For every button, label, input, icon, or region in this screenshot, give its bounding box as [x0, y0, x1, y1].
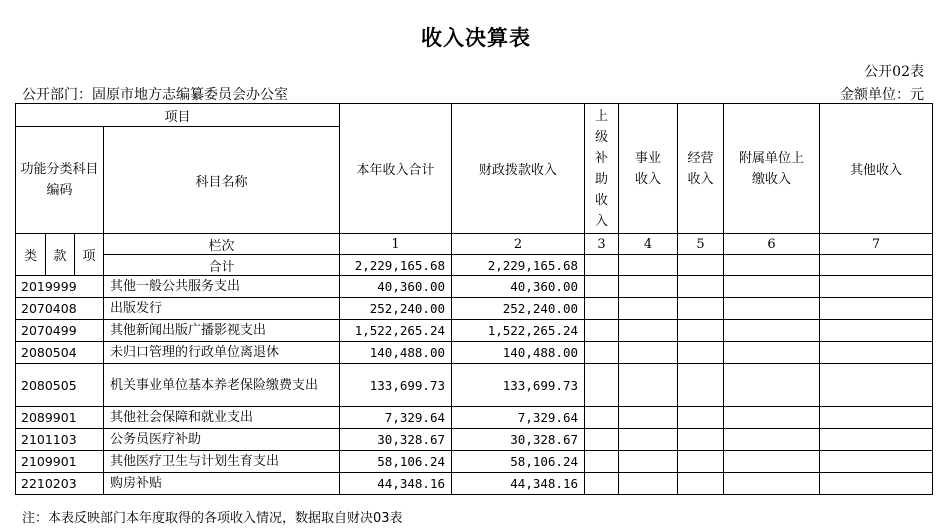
row-subject-name: 其他一般公共服务支出: [104, 276, 340, 298]
header-lei: 类: [16, 234, 46, 276]
header-business-income: [619, 104, 678, 234]
row-subject-name: 其他新闻出版广播影视支出: [104, 320, 340, 342]
empty-cell: [724, 451, 820, 473]
table-row: [16, 364, 933, 407]
table-row: [16, 342, 933, 364]
empty-cell: [678, 298, 724, 320]
header-affiliated-income: [724, 104, 820, 234]
empty-cell: [619, 320, 678, 342]
col-num-4: 4: [619, 234, 678, 255]
empty-cell: [585, 320, 619, 342]
row-total-income: 252,240.00: [340, 298, 452, 320]
row-subject-name: 公务员医疗补助: [104, 429, 340, 451]
row-fiscal-income: 30,328.67: [452, 429, 585, 451]
empty-cell: [619, 298, 678, 320]
header-superior-subsidy: [585, 104, 619, 234]
col-num-1: 1: [340, 234, 452, 255]
empty-cell: [619, 342, 678, 364]
table-row: [16, 429, 933, 451]
header-business-income-text: 事业收入: [635, 150, 662, 187]
row-code: 2089901: [16, 407, 104, 429]
row-code: 2019999: [16, 276, 104, 298]
empty-cell: [724, 342, 820, 364]
unit-label: 金额单位：元: [840, 87, 924, 103]
income-table: [15, 103, 933, 495]
empty-cell: [820, 364, 933, 407]
row-total-income: 58,106.24: [340, 451, 452, 473]
empty-cell: [724, 407, 820, 429]
row-code: 2210203: [16, 473, 104, 495]
header-subject-name: 科目名称: [104, 127, 340, 234]
table-row: [16, 451, 933, 473]
row-code: 2109901: [16, 451, 104, 473]
empty-cell: [678, 451, 724, 473]
header-operating-income-text: 经营收入: [687, 150, 714, 187]
row-total-income: 140,488.00: [340, 342, 452, 364]
header-column-order: 栏次: [104, 234, 340, 255]
table-row: [16, 320, 933, 342]
empty-cell: [619, 429, 678, 451]
row-subject-name: 出版发行: [104, 298, 340, 320]
row-total-income: 44,348.16: [340, 473, 452, 495]
col-num-6: 6: [724, 234, 820, 255]
header-affiliated-income-text: 附属单位上缴收入: [739, 150, 805, 187]
header-project: 项目: [16, 104, 340, 127]
row-code: 2080505: [16, 364, 104, 407]
header-total-income: 本年收入合计: [340, 104, 452, 234]
header-superior-subsidy-text: 上级补助收入: [595, 108, 609, 229]
row-subject-name: 其他医疗卫生与计划生育支出: [104, 451, 340, 473]
table-row: [16, 473, 933, 495]
empty-cell: [619, 451, 678, 473]
empty-cell: [820, 451, 933, 473]
row-fiscal-income: 252,240.00: [452, 298, 585, 320]
col-num-5: 5: [678, 234, 724, 255]
total-label: 合计: [104, 255, 340, 276]
empty-cell: [678, 364, 724, 407]
row-fiscal-income: 40,360.00: [452, 276, 585, 298]
header-xiang: 项: [75, 234, 104, 276]
empty-cell: [678, 255, 724, 276]
total-row: [16, 255, 933, 276]
empty-cell: [678, 473, 724, 495]
empty-cell: [678, 429, 724, 451]
row-total-income: 7,329.64: [340, 407, 452, 429]
empty-cell: [678, 407, 724, 429]
empty-cell: [820, 320, 933, 342]
row-fiscal-income: 1,522,265.24: [452, 320, 585, 342]
empty-cell: [820, 276, 933, 298]
empty-cell: [678, 320, 724, 342]
header-operating-income: [678, 104, 724, 234]
empty-cell: [820, 429, 933, 451]
footnote: 注：本表反映部门本年度取得的各项收入情况，数据取自财决03表: [22, 511, 403, 526]
empty-cell: [619, 364, 678, 407]
empty-cell: [619, 276, 678, 298]
row-total-income: 40,360.00: [340, 276, 452, 298]
table-row: [16, 407, 933, 429]
row-fiscal-income: 140,488.00: [452, 342, 585, 364]
empty-cell: [820, 255, 933, 276]
empty-cell: [585, 473, 619, 495]
row-fiscal-income: 133,699.73: [452, 364, 585, 407]
row-code: 2070408: [16, 298, 104, 320]
empty-cell: [619, 407, 678, 429]
empty-cell: [585, 429, 619, 451]
empty-cell: [678, 276, 724, 298]
row-total-income: 1,522,265.24: [340, 320, 452, 342]
col-num-2: 2: [452, 234, 585, 255]
empty-cell: [820, 342, 933, 364]
row-code: 2080504: [16, 342, 104, 364]
empty-cell: [585, 407, 619, 429]
empty-cell: [820, 407, 933, 429]
row-subject-name: 购房补贴: [104, 473, 340, 495]
empty-cell: [724, 364, 820, 407]
total-income-value: 2,229,165.68: [340, 255, 452, 276]
row-fiscal-income: 7,329.64: [452, 407, 585, 429]
empty-cell: [585, 298, 619, 320]
empty-cell: [585, 255, 619, 276]
row-subject-name: 机关事业单位基本养老保险缴费支出: [104, 364, 340, 407]
empty-cell: [820, 298, 933, 320]
empty-cell: [585, 451, 619, 473]
row-code: 2101103: [16, 429, 104, 451]
col-num-3: 3: [585, 234, 619, 255]
page-title: 收入决算表: [421, 25, 531, 50]
empty-cell: [619, 255, 678, 276]
row-fiscal-income: 58,106.24: [452, 451, 585, 473]
row-total-income: 133,699.73: [340, 364, 452, 407]
header-other-income: 其他收入: [820, 104, 933, 234]
empty-cell: [619, 473, 678, 495]
row-fiscal-income: 44,348.16: [452, 473, 585, 495]
row-code: 2070499: [16, 320, 104, 342]
empty-cell: [585, 342, 619, 364]
col-num-7: 7: [820, 234, 933, 255]
row-total-income: 30,328.67: [340, 429, 452, 451]
header-func-code-text: 功能分类科目编码: [20, 162, 99, 198]
department-label: 公开部门：固原市地方志编纂委员会办公室: [22, 87, 288, 103]
header-kuan: 款: [46, 234, 75, 276]
empty-cell: [724, 320, 820, 342]
empty-cell: [585, 276, 619, 298]
empty-cell: [678, 342, 724, 364]
table-row: [16, 276, 933, 298]
empty-cell: [724, 298, 820, 320]
row-subject-name: 其他社会保障和就业支出: [104, 407, 340, 429]
header-fiscal-income: 财政拨款收入: [452, 104, 585, 234]
form-number: 公开02表: [864, 64, 924, 80]
total-fiscal-value: 2,229,165.68: [452, 255, 585, 276]
empty-cell: [820, 473, 933, 495]
header-func-code: [16, 127, 104, 234]
empty-cell: [724, 276, 820, 298]
empty-cell: [585, 364, 619, 407]
row-subject-name: 未归口管理的行政单位离退休: [104, 342, 340, 364]
table-row: [16, 298, 933, 320]
empty-cell: [724, 473, 820, 495]
empty-cell: [724, 429, 820, 451]
empty-cell: [724, 255, 820, 276]
